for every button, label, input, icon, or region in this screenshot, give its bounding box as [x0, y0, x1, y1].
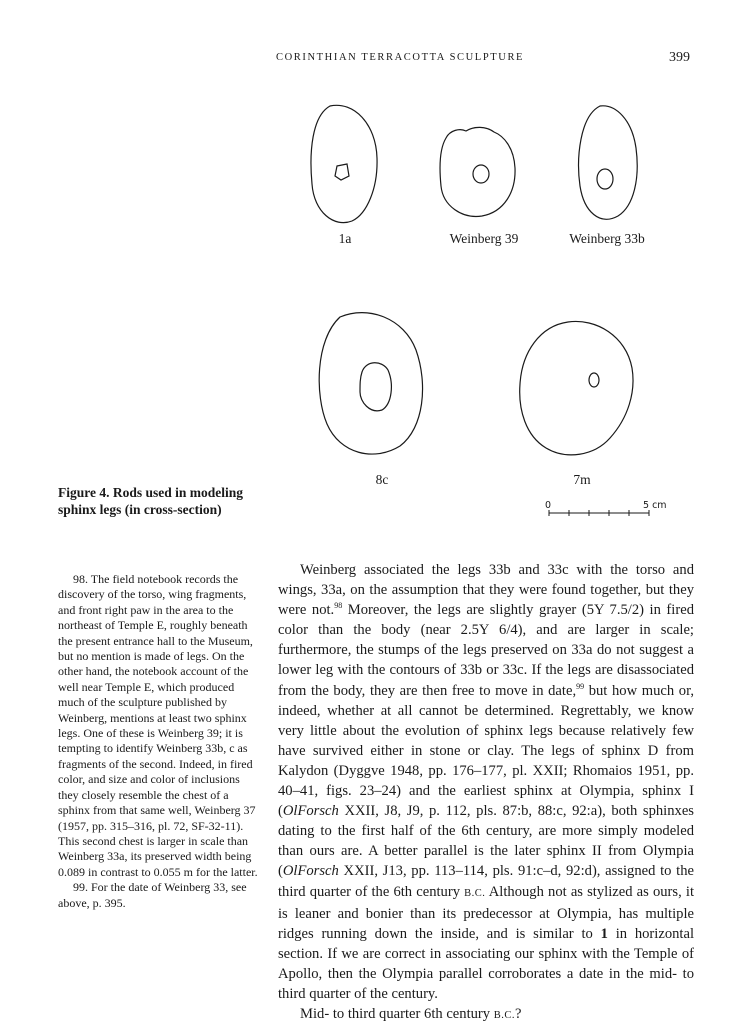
main-text — [278, 560, 694, 1026]
rod-hole-8c — [360, 363, 391, 411]
rod-hole-weinberg-33b — [597, 169, 613, 189]
citation-olforsch: OlForsch — [282, 803, 339, 820]
label-1a: 1a — [338, 231, 352, 246]
label-weinberg-33b: Weinberg 33b — [569, 231, 645, 246]
cross-section-weinberg-39 — [440, 127, 515, 216]
footnote-ref-98[interactable]: 98 — [334, 601, 343, 611]
catalog-ref-1: 1 — [600, 925, 608, 942]
footnote-ref-99[interactable]: 99 — [576, 681, 585, 691]
footnotes — [58, 572, 263, 911]
footnote-99: 99. For the date of Weinberg 33, see above, p. 395. — [58, 880, 247, 910]
cross-section-7m — [520, 321, 633, 454]
rod-hole-1a — [335, 164, 349, 180]
paragraph-1: Weinberg associated the legs 33b and 33c with the torso and wings, 33a, on the assumption that they were found together, but they were not.$^{98}$ Moreover, the legs are slightly grayer (5Y 7.5/2) in fired color than the body (near 2.5Y 6/4), and are larger in scale; furthermore, the stumps of the legs preserved on 33a do not suggest a lower leg with the contours of 33b or 33c. If the legs are disassociated from the body, they are then free to move in date,$^{99}$ but how much or, indeed, whether at all cannot be determined. Regrettably, we know very little about the evolution of sphinx legs because relatively few have survived either in stone or clay. The legs of sphinx D from Kalydon (Dyggve 1948, pp. 176–177, pl. XXII; Rhomaios 1951, pp. 40–41, figs. 23–24) and the earliest sphinx at Olympia, sphinx I (OlForsch XXII, J8, J9, p. 112, pls. 87:b, 88:c, 92:a), both sphinxes dating to the first half of the 6th century, are more simply modeled than ours are. A better parallel is the later sphinx II from Olympia (OlForsch XXII, J13, pp. 113–114, pls. 91:c–d, 92:d), assigned to the third quarter of the 6th century B.C. Although not as stylized as ours, it is leaner and bonier than its predecessor at Olympia, has multiple ridges running down the inside, and is similar to 1 in horizontal section. If we are correct in associating our sphinx with the Temple of Apollo, then the Olympia parallel corroborates a date in the mid- to third quarter of the century. — [278, 562, 694, 1002]
rod-hole-weinberg-39 — [473, 165, 489, 183]
paragraph-2: Mid- to third quarter 6th century B.C.? — [300, 1006, 522, 1023]
cross-section-weinberg-33b — [579, 106, 638, 219]
cross-section-8c — [319, 313, 422, 454]
cross-section-1a — [311, 105, 377, 222]
footnote-98: 98. The field notebook records the discovery of the torso, wing fragments, and front right paw in the area to the northeast of Temple E, roughly beneath the present entrance hall to the Museum, but no mention is made of legs. On the other hand, the notebook account of the well near Temple E, which produced much of the sculpture published by Weinberg, mentions at least two sphinx legs. One of these is Weinberg 39; it is tempting to identify Weinberg 33b, c as fragments of the second. Indeed, in fired color, and size and color of inclusions they closely resemble the chest of a sphinx from that same well, Weinberg 37 (1957, pp. 315–316, pl. 72, SF-32-11). This second chest is larger in scale than Weinberg 33a, its preserved width being 0.089 in contrast to 0.055 m for the latter. — [58, 572, 258, 879]
running-header: CORINTHIAN TERRACOTTA SCULPTURE — [276, 52, 525, 63]
rod-hole-7m — [589, 373, 599, 387]
scale-bar — [549, 510, 649, 516]
scale-end-label: 5 cm — [643, 500, 667, 511]
label-7m: 7m — [573, 472, 591, 487]
citation-olforsch: OlForsch — [282, 863, 339, 880]
scale-start-label: 0 — [545, 500, 552, 511]
label-8c: 8c — [375, 472, 389, 487]
page-number: 399 — [669, 50, 690, 65]
figure-caption: Figure 4. Rods used in modeling sphinx legs (in cross-section) — [58, 485, 244, 517]
label-weinberg-39: Weinberg 39 — [449, 231, 519, 246]
